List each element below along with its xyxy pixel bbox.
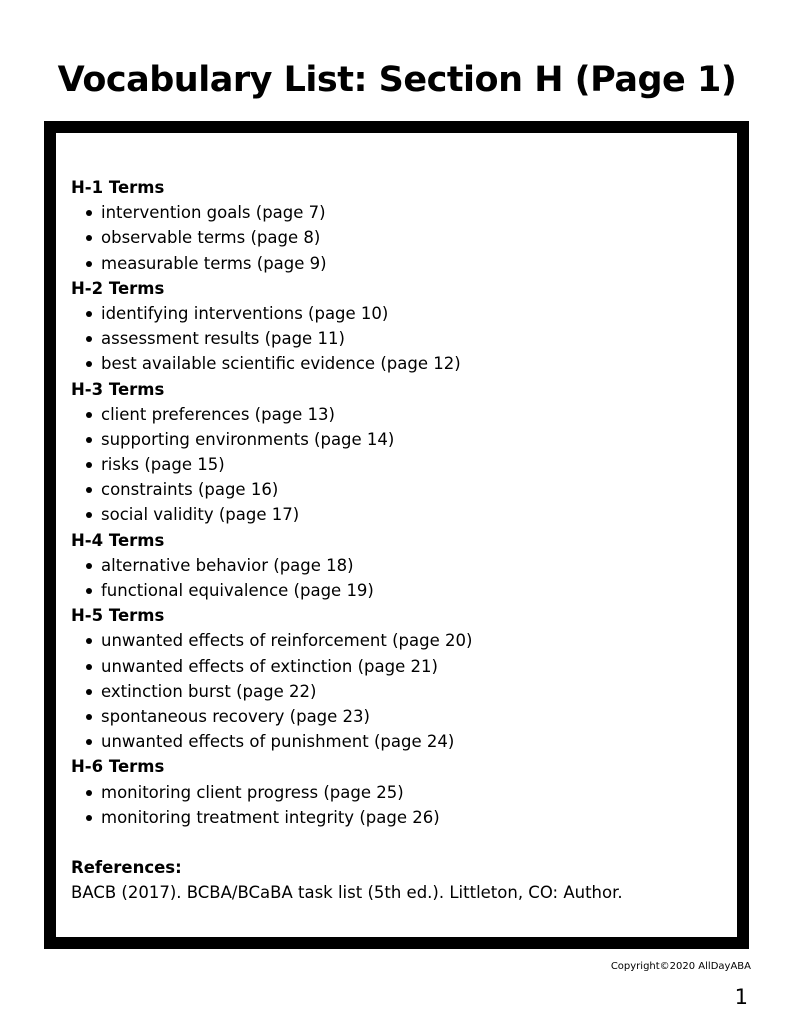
section-h3 — [71, 377, 727, 528]
bullet-icon — [86, 512, 92, 518]
term-text: functional equivalence (page 19) — [101, 581, 374, 600]
term-item — [71, 502, 727, 527]
term-text: best available scientific evidence (page 12) — [101, 354, 461, 374]
term-item — [71, 251, 727, 276]
term-text: risks (page 15) — [101, 455, 225, 475]
term-item — [71, 729, 727, 754]
bullet-icon — [86, 361, 92, 367]
term-text: assessment results (page 11) — [101, 329, 345, 349]
term-item — [71, 452, 727, 477]
bullet-icon — [86, 437, 92, 443]
term-text: monitoring treatment integrity (page 26) — [101, 807, 440, 827]
copyright-notice: Copyright©2020 AllDayABA — [610, 961, 751, 972]
vocabulary-content — [71, 175, 727, 905]
term-item — [71, 326, 727, 351]
term-text: constraints (page 16) — [101, 480, 279, 500]
bullet-icon — [86, 563, 92, 569]
term-list — [71, 301, 727, 377]
section-h1 — [71, 175, 727, 276]
content-frame — [44, 121, 749, 949]
references — [71, 855, 727, 905]
bullet-icon — [86, 664, 92, 670]
term-item — [71, 301, 727, 326]
term-list — [71, 402, 727, 528]
bullet-icon — [86, 412, 92, 418]
term-item — [71, 427, 727, 452]
bullet-icon — [86, 714, 92, 720]
term-item — [71, 477, 727, 502]
references-text: BACB (2017). BCBA/BCaBA task list (5th ed.). Littleton, CO: Author. — [71, 883, 623, 903]
bullet-icon — [86, 336, 92, 342]
term-text: unwanted effects of reinforcement (page 20) — [101, 631, 473, 651]
page-title: Vocabulary List: Section H (Page 1) — [57, 60, 737, 100]
term-item — [71, 402, 727, 427]
term-text: intervention goals (page 7) — [101, 203, 326, 223]
term-text: unwanted effects of extinction (page 21) — [101, 656, 438, 676]
references-heading: References: — [71, 857, 182, 877]
term-item — [71, 805, 727, 830]
term-item — [71, 679, 727, 704]
term-text: unwanted effects of punishment (page 24) — [101, 732, 455, 752]
term-list — [71, 780, 727, 830]
term-item — [71, 553, 727, 578]
term-item — [71, 780, 727, 805]
bullet-icon — [86, 311, 92, 317]
term-text: alternative behavior (page 18) — [101, 555, 354, 575]
section-h4 — [71, 528, 727, 604]
bullet-icon — [86, 487, 92, 493]
bullet-icon — [86, 739, 92, 745]
term-item — [71, 654, 727, 679]
section-heading: H-2 Terms — [71, 278, 165, 298]
section-h6 — [71, 754, 727, 830]
term-item — [71, 578, 727, 603]
term-list — [71, 553, 727, 603]
term-item — [71, 351, 727, 376]
section-heading: H-3 Terms — [71, 379, 165, 399]
bullet-icon — [86, 210, 92, 216]
bullet-icon — [86, 261, 92, 267]
term-text: client preferences (page 13) — [101, 404, 335, 424]
term-text: supporting environments (page 14) — [101, 429, 395, 449]
bullet-icon — [86, 790, 92, 796]
term-item — [71, 704, 727, 729]
bullet-icon — [86, 638, 92, 644]
term-item — [71, 628, 727, 653]
section-heading: H-5 Terms — [71, 606, 165, 626]
bullet-icon — [86, 689, 92, 695]
term-text: spontaneous recovery (page 23) — [101, 706, 370, 726]
bullet-icon — [86, 235, 92, 241]
section-h2 — [71, 276, 727, 377]
term-text: measurable terms (page 9) — [101, 253, 327, 273]
term-item — [71, 200, 727, 225]
page-number: 1 — [734, 985, 748, 1009]
term-text: monitoring client progress (page 25) — [101, 782, 404, 802]
bullet-icon — [86, 815, 92, 821]
section-h5 — [71, 603, 727, 754]
section-heading: H-6 Terms — [71, 757, 165, 777]
bullet-icon — [86, 462, 92, 468]
section-heading: H-1 Terms — [71, 178, 165, 197]
term-list — [71, 628, 727, 754]
section-heading: H-4 Terms — [71, 530, 165, 550]
term-text: extinction burst (page 22) — [101, 681, 317, 701]
bullet-icon — [86, 588, 92, 594]
term-text: observable terms (page 8) — [101, 228, 321, 248]
term-item — [71, 225, 727, 250]
term-text: social validity (page 17) — [101, 505, 300, 525]
term-list — [71, 200, 727, 276]
term-text: identifying interventions (page 10) — [101, 303, 389, 323]
